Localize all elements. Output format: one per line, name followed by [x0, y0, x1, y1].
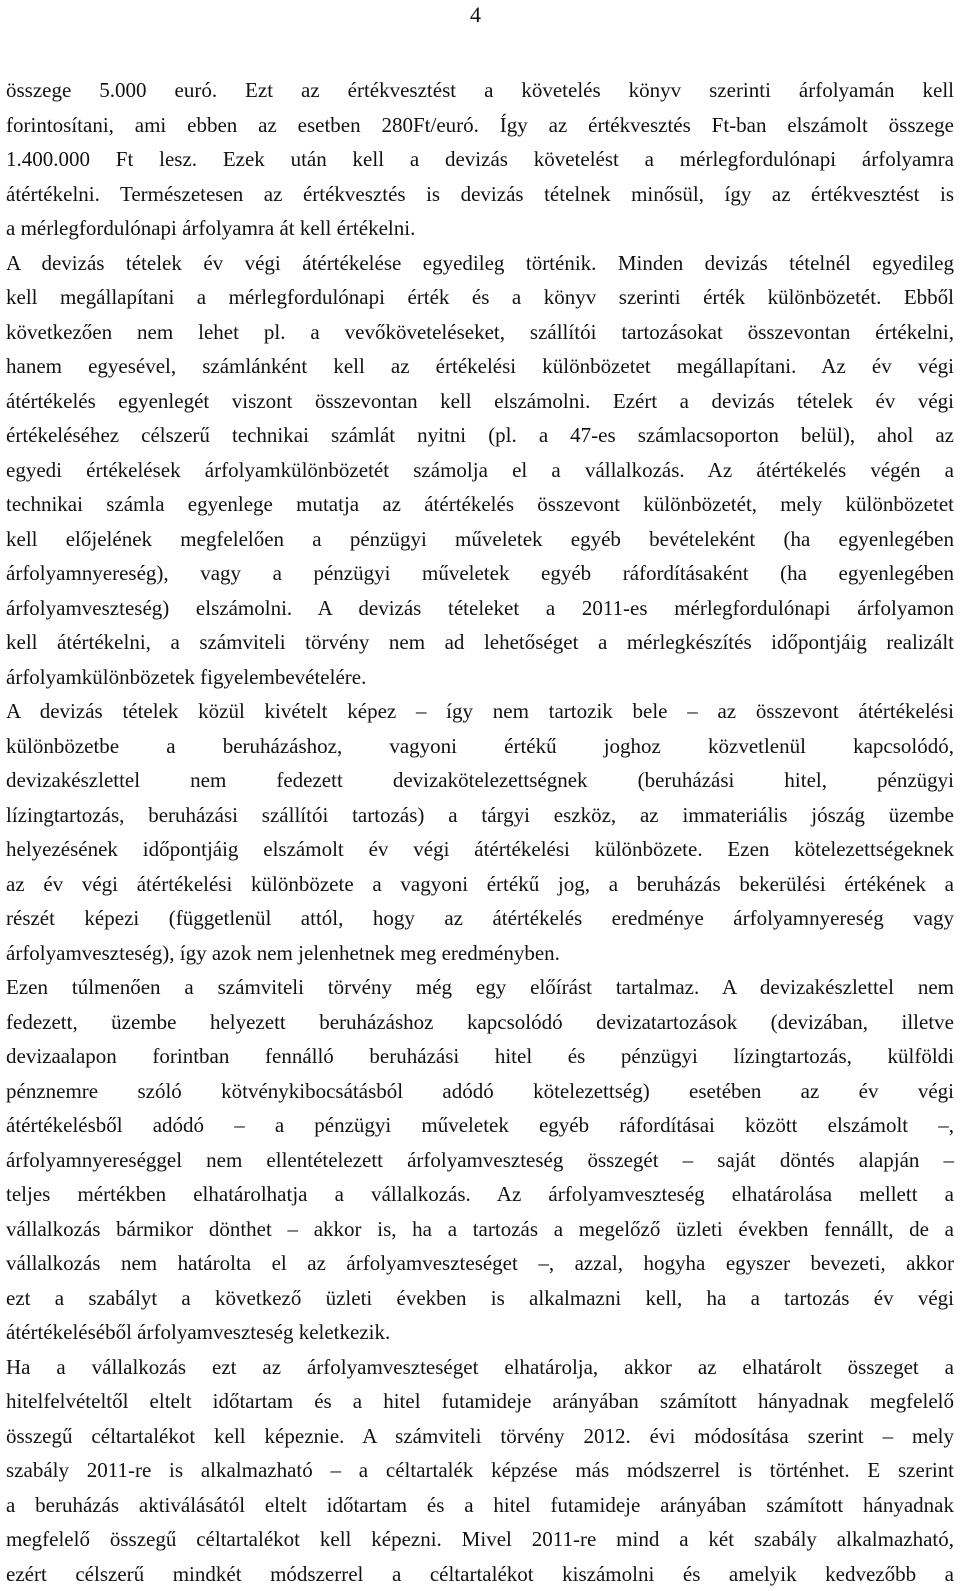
text-line: ezt a szabályt a következő üzleti években is alkalmazni kell, ha a tartozás év végi [6, 1281, 954, 1316]
text-line: hanem egyesével, számlánként kell az értékelési különbözetet megállapítani. Az év végi [6, 349, 954, 384]
text-line: forintosítani, ami ebben az esetben 280Ft/euró. Így az értékvesztés Ft-ban elszámolt összege [6, 108, 954, 143]
text-line: különbözetbe a beruházáshoz, vagyoni értékű joghoz közvetlenül kapcsolódó, [6, 729, 954, 764]
text-line: kell megállapítani a mérlegfordulónapi érték és a könyv szerinti érték különbözetét. Ebből [6, 280, 954, 315]
text-line: a beruházás aktiválásától eltelt időtartam és a hitel futamideje arányában számított hányadnak [6, 1488, 954, 1523]
text-line: az év végi átértékelési különbözete a vagyoni értékű jog, a beruházás bekerülési értékének a [6, 867, 954, 902]
text-line: fedezett, üzembe helyezett beruházáshoz kapcsolódó devizatartozások (devizában, illetve [6, 1005, 954, 1040]
text-line: vállalkozás nem határolta el az árfolyamveszteséget –, azzal, hogyha egyszer bevezeti, akkor [6, 1246, 954, 1281]
text-line: A devizás tételek év végi átértékelése egyedileg történik. Minden devizás tételnél egyedileg [6, 246, 954, 281]
text-line: összege 5.000 euró. Ezt az értékvesztést a követelés könyv szerinti árfolyamán kell [6, 73, 954, 108]
text-line: szabály 2011-re is alkalmazható – a céltartalék képzése más módszerrel is történhet. E szerint [6, 1453, 954, 1488]
text-line: Ha a vállalkozás ezt az árfolyamveszteséget elhatárolja, akkor az elhatárolt összeget a [6, 1350, 954, 1385]
text-line: árfolyamveszteség), így azok nem jelenhetnek meg eredményben. [6, 936, 954, 971]
text-line: összegű céltartalékot kell képeznie. A számviteli törvény 2012. évi módosítása szerint – mely [6, 1419, 954, 1454]
text-line: részét képezi (függetlenül attól, hogy az átértékelés eredménye árfolyamnyereség vagy [6, 901, 954, 936]
body-text [6, 73, 954, 1591]
text-line: 1.400.000 Ft lesz. Ezek után kell a devizás követelést a mérlegfordulónapi árfolyamra [6, 142, 954, 177]
text-line: Ezen túlmenően a számviteli törvény még egy előírást tartalmaz. A devizakészlettel nem [6, 970, 954, 1005]
text-line: ezért célszerű mindkét módszerrel a céltartalékot kiszámolni és amelyik kedvezőbb a [6, 1557, 954, 1591]
text-line: egyedi értékelések árfolyamkülönbözetét számolja el a vállalkozás. Az átértékelés végén a [6, 453, 954, 488]
text-line: helyezésének időpontjáig elszámolt év végi átértékelési különbözete. Ezen kötelezettségeknek [6, 832, 954, 867]
text-line: értékeléséhez célszerű technikai számlát nyitni (pl. a 47-es számlacsoporton belül), ahol az [6, 418, 954, 453]
text-line: A devizás tételek közül kivételt képez – így nem tartozik bele – az összevont átértékelési [6, 694, 954, 729]
text-line: technikai számla egyenlege mutatja az átértékelés összevont különbözetét, mely különbözetet [6, 487, 954, 522]
text-line: árfolyamveszteség) elszámolni. A devizás tételeket a 2011-es mérlegfordulónapi árfolyamon [6, 591, 954, 626]
text-line: teljes mértékben elhatárolhatja a vállalkozás. Az árfolyamveszteség elhatárolása mellett a [6, 1177, 954, 1212]
text-line: megfelelő összegű céltartalékot kell képezni. Mivel 2011-re mind a két szabály alkalmazható, [6, 1522, 954, 1557]
text-line: pénznemre szóló kötvénykibocsátásból adódó kötelezettség) esetében az év végi [6, 1074, 954, 1109]
text-line: hitelfelvételtől eltelt időtartam és a hitel futamideje arányában számított hányadnak megfelelő [6, 1384, 954, 1419]
text-line: következően nem lehet pl. a vevőköveteléseket, szállítói tartozásokat összevontan értékelni, [6, 315, 954, 350]
text-line: vállalkozás bármikor dönthet – akkor is, ha a tartozás a megelőző üzleti években fennállt, de a [6, 1212, 954, 1247]
text-line: árfolyamkülönbözetek figyelembevételére. [6, 660, 954, 695]
text-line: átértékelésből adódó – a pénzügyi műveletek egyéb ráfordításai között elszámolt –, [6, 1108, 954, 1143]
text-line: átértékeléséből árfolyamveszteség keletkezik. [6, 1315, 954, 1350]
text-line: átértékelni. Természetesen az értékvesztés is devizás tételnek minősül, így az értékvesztést is [6, 177, 954, 212]
text-line: kell átértékelni, a számviteli törvény nem ad lehetőséget a mérlegkészítés időpontjáig realizált [6, 625, 954, 660]
text-line: kell előjelének megfelelően a pénzügyi műveletek egyéb bevételeként (ha egyenlegében [6, 522, 954, 557]
text-line: árfolyamnyereséggel nem ellentételezett árfolyamveszteség összegét – saját döntés alapján – [6, 1143, 954, 1178]
text-line: átértékelés egyenlegét viszont összevontan kell elszámolni. Ezért a devizás tételek év végi [6, 384, 954, 419]
text-line: árfolyamnyereség), vagy a pénzügyi műveletek egyéb ráfordításaként (ha egyenlegében [6, 556, 954, 591]
page-number: 4 [470, 2, 481, 28]
text-line: lízingtartozás, beruházási szállítói tartozás) a tárgyi eszköz, az immateriális jószág üzembe [6, 798, 954, 833]
text-line: a mérlegfordulónapi árfolyamra át kell értékelni. [6, 211, 954, 246]
text-line: devizaalapon forintban fennálló beruházási hitel és pénzügyi lízingtartozás, külföldi [6, 1039, 954, 1074]
text-line: devizakészlettel nem fedezett devizakötelezettségnek (beruházási hitel, pénzügyi [6, 763, 954, 798]
